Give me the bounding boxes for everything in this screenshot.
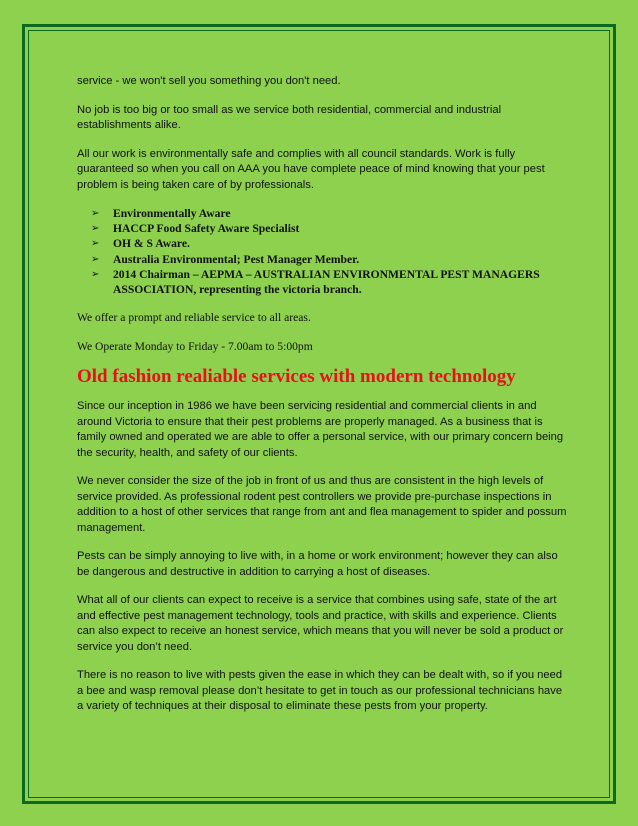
arrow-bullet-icon: ➢: [91, 238, 100, 250]
paragraph: There is no reason to live with pests given the ease in which they can be dealt with, so if you need a bee and wasp removal please don’t hesitate to get in touch as our professional technicians have a variety of techniques at their disposal to eliminate these pests from your property.: [77, 669, 563, 713]
paragraph: service - we won't sell you something you don't need.: [77, 75, 341, 87]
operating-hours-line: We Operate Monday to Friday - 7.00am to 5:00pm: [77, 339, 313, 353]
paragraph: All our work is environmentally safe and complies with all council standards. Work is fully guaranteed so when you call on AAA you have complete peace of mind knowing that your pest problem is being taken care of by professionals.: [77, 147, 545, 191]
list-item: ➢ OH & S Aware.: [91, 237, 190, 251]
paragraph: We never consider the size of the job in front of us and thus are consistent in the high levels of service provided. As professional rodent pest controllers we provide pre-purchase inspections in addition to a host of other services that range from ant and flea management to spider and possum management.: [77, 475, 567, 534]
arrow-bullet-icon: ➢: [91, 223, 100, 235]
list-item: ➢ 2014 Chairman – AEPMA – AUSTRALIAN ENVIRONMENTAL PEST MANAGERS ASSOCIATION, representing the victoria branch.: [91, 267, 540, 297]
feature-list: [77, 206, 567, 297]
document-content: [77, 74, 567, 715]
list-item: ➢ Australia Environmental; Pest Manager Member.: [91, 252, 360, 266]
arrow-bullet-icon: ➢: [91, 253, 100, 265]
service-area-line: We offer a prompt and reliable service to all areas.: [77, 311, 311, 325]
section-heading: Old fashion realiable services with modern technology: [77, 366, 516, 388]
arrow-bullet-icon: ➢: [91, 208, 100, 219]
arrow-bullet-icon: ➢: [91, 268, 100, 280]
paragraph: What all of our clients can expect to receive is a service that combines using safe, state of the art and effective pest management technology, tools and practice, with skills and experience. Clients can also expect to receive an honest service, which means that you will never be sold a product or service you don’t need.: [77, 594, 564, 653]
list-item: ➢ HACCP Food Safety Aware Specialist: [91, 222, 300, 236]
paragraph: No job is too big or too small as we service both residential, commercial and industrial establishments alike.: [77, 103, 502, 131]
paragraph: Pests can be simply annoying to live with, in a home or work environment; however they can also be dangerous and destructive in addition to carrying a host of diseases.: [77, 550, 558, 578]
list-item: ➢ Environmentally Aware: [91, 207, 231, 220]
paragraph: Since our inception in 1986 we have been servicing residential and commercial clients in and around Victoria to ensure that their pest problems are properly managed. As a business that is family owned and operated we are able to offer a personal service, with our primary concern being the security, health, and safety of our clients.: [77, 400, 564, 459]
